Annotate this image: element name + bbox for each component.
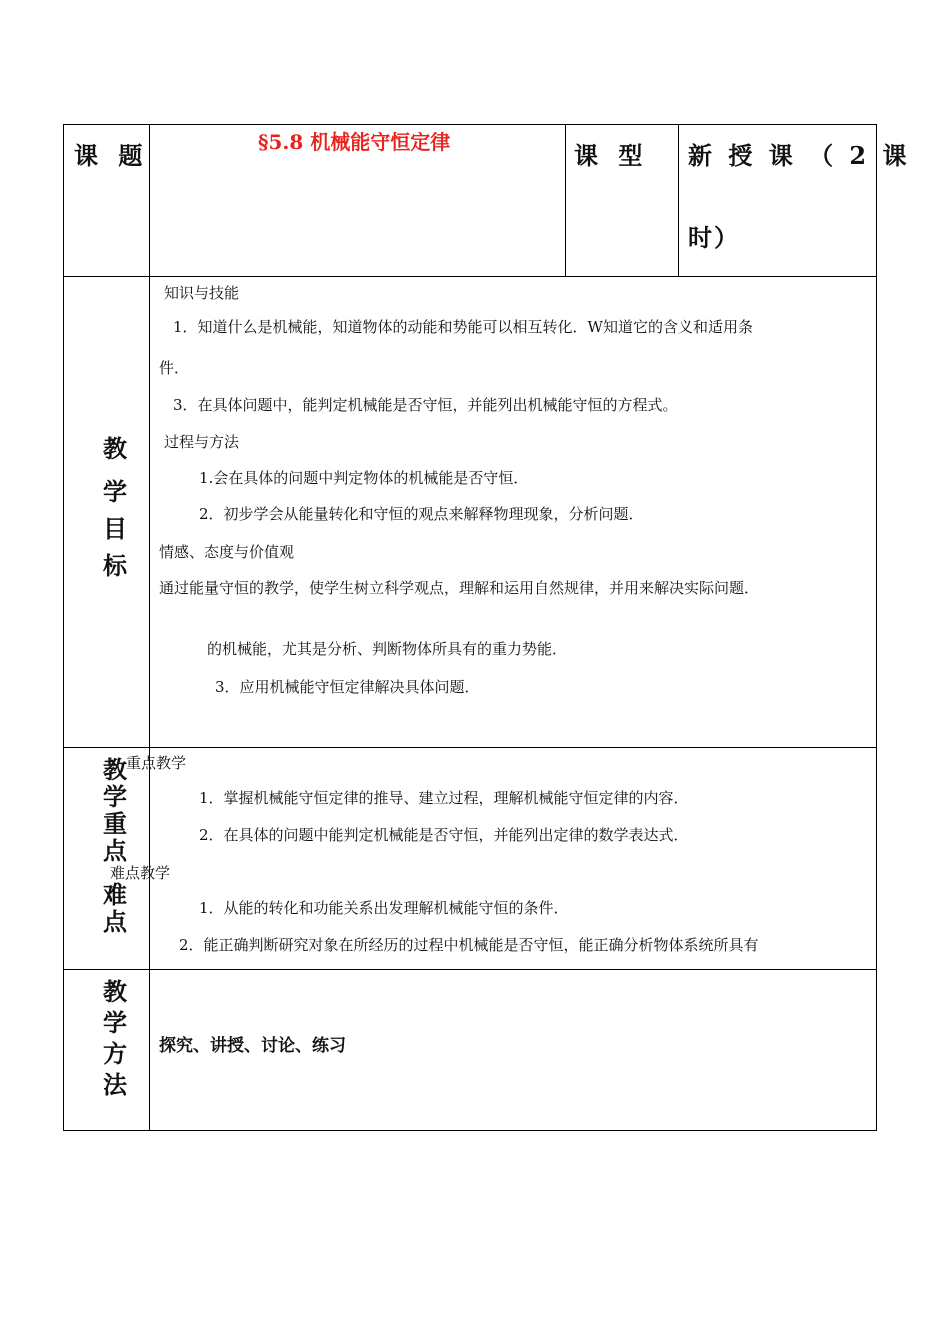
methods-label-char: 教 [103,977,127,1006]
keypoints-label-char: 难 [103,880,127,909]
keypoint-line: 1．掌握机械能守恒定律的推导、建立过程，理解机械能守恒定律的内容． [199,789,689,807]
col-line-type-value [678,124,679,277]
objective-line: 情感、态度与价值观 [159,543,295,561]
methods-label-char: 学 [103,1008,127,1037]
keypoint-line: 重点教学 [126,754,187,772]
col-line-right [876,124,877,1131]
objective-line: 1.会在具体的问题中判定物体的机械能是否守恒． [199,469,529,487]
col-line-label [149,124,150,1131]
objective-line: 3．应用机械能守恒定律解决具体问题． [215,678,480,696]
objective-line: 2．初步学会从能量转化和守恒的观点来解释物理现象，分析问题． [199,505,644,523]
keypoints-label-char: 点 [103,836,127,865]
col-line-left [63,124,64,1131]
keypoints-label [95,756,135,935]
objective-line: 1．知道什么是机械能，知道物体的动能和势能可以相互转化．W知道它的含义和适用条 [173,318,753,336]
subject-label: 课 题 [74,141,149,170]
keypoints-label-char: 重 [103,809,127,838]
methods-value: 探究、讲授、讨论、练习 [159,1036,346,1056]
keypoint-line: 1．从能的转化和功能关系出发理解机械能守恒的条件． [199,899,569,917]
objectives-label-char: 目 [103,514,127,543]
methods-label-char: 方 [103,1039,127,1068]
type-value-line1: 新 授 课 （ 2 课 [688,141,911,170]
keypoints-label-char: 点 [103,907,127,936]
objective-line: 件． [159,359,190,377]
keypoints-label-char: 学 [103,782,127,811]
objective-line: 过程与方法 [164,433,240,451]
objective-line: 3．在具体问题中，能判定机械能是否守恒，并能列出机械能守恒的方程式。 [173,396,678,414]
row-line-bottom [63,1130,877,1131]
objective-line: 的机械能，尤其是分析、判断物体所具有的重力势能． [207,640,568,658]
row-line-2 [63,747,877,748]
lesson-title: §5.8 机械能守恒定律 [258,130,451,154]
keypoints-label-char: 教 [103,755,127,784]
objectives-label-char: 学 [103,477,127,506]
objectives-label-char: 教 [103,434,127,463]
row-line-top [63,124,877,125]
objectives-label-char: 标 [103,551,127,580]
objectives-label [95,430,135,584]
row-line-3 [63,969,877,970]
methods-label [95,976,135,1100]
keypoint-line: 难点教学 [110,864,171,882]
row-line-1 [63,276,877,277]
type-label: 课 型 [574,141,649,170]
objective-line: 知识与技能 [164,284,240,302]
type-value-line2: 时） [688,223,740,252]
keypoint-line: 2．在具体的问题中能判定机械能是否守恒，并能列出定律的数学表达式． [199,826,689,844]
objective-line: 通过能量守恒的教学，使学生树立科学观点，理解和运用自然规律，并用来解决实际问题． [159,579,760,597]
methods-label-char: 法 [103,1070,127,1099]
col-line-type-start [565,124,566,277]
keypoint-line: 2．能正确判断研究对象在所经历的过程中机械能是否守恒，能正确分析物体系统所具有 [179,936,759,954]
